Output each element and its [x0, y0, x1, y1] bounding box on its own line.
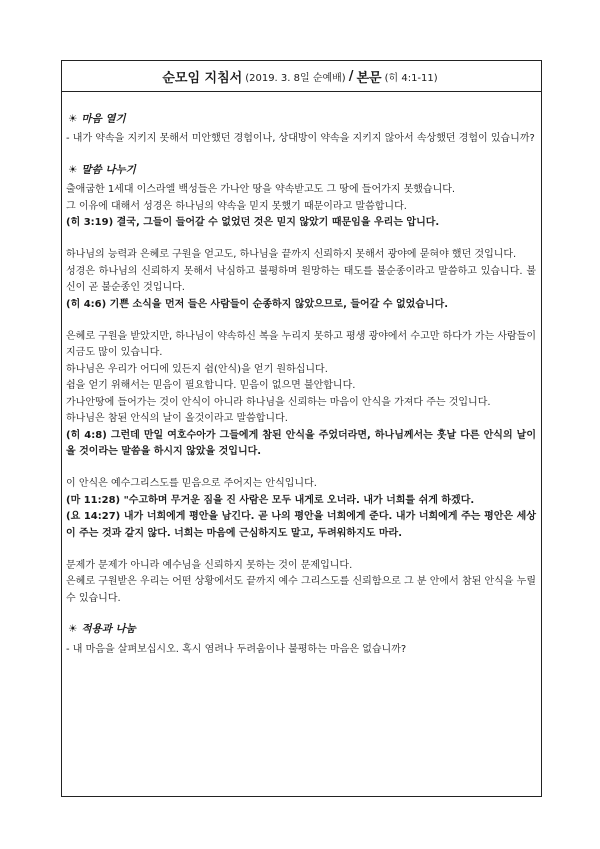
section-heading-share-word: ☀ 말씀 나누기: [68, 163, 136, 176]
bible-verse: (히 4:8) 그런데 만일 여호수아가 그들에게 참된 안식을 주었더라면, 하나님께서는 훗날 다른 안식의 날이 올 것이라는 말씀을 하시지 않았을 것입니다.: [66, 429, 536, 457]
paragraph: 가나안땅에 들어가는 것이 안식이 아니라 하나님을 신뢰하는 마음이 안식을 가져다 주는 것입니다.: [66, 396, 491, 408]
section-heading-open-heart: ☀ 마음 열기: [68, 113, 126, 125]
paragraph: - 내 마음을 살펴보십시오. 혹시 염려나 두려움이나 불평하는 마음은 없습니까?: [66, 643, 407, 655]
sun-icon: ☀: [68, 113, 78, 125]
section-heading-apply-share: ☀ 적용과 나눔: [68, 623, 136, 636]
title-separator: /: [348, 68, 354, 84]
spacer: [66, 542, 536, 558]
document-title: [62, 61, 541, 92]
bible-verse: (히 4:6) 기쁜 소식을 먼저 들은 사람들이 순종하지 않았으므로, 들어갈 수 없었습니다.: [66, 298, 449, 310]
bible-verse: (히 3:19) 결국, 그들이 들어갈 수 없었던 것은 믿지 않았기 때문임을 우리는 압니다.: [66, 217, 440, 229]
paragraph: 이 안식은 예수그리스도를 믿음으로 주어지는 안식입니다.: [66, 478, 317, 490]
title-text-label: 본문: [356, 70, 382, 86]
paragraph: 문제가 문제가 아니라 예수님을 신뢰하지 못하는 것이 문제입니다.: [66, 559, 353, 571]
sun-icon: ☀: [68, 623, 78, 636]
paragraph: 은혜로 구원받은 우리는 어떤 상황에서도 끝까지 예수 그리스도를 신뢰함으로 그 분 안에서 참된 안식을 누릴 수 있습니다.: [66, 576, 536, 604]
paragraph: 그 이유에 대해서 성경은 하나님의 약속을 믿지 못했기 때문이라고 말씀합니다.: [66, 200, 407, 212]
title-main: 순모임 지침서: [162, 70, 243, 86]
document-page: [61, 60, 542, 797]
paragraph: 출애굽한 1세대 이스라엘 백성들은 가나안 땅을 약속받고도 그 땅에 들어가지 못했습니다.: [66, 184, 456, 196]
sun-icon: ☀: [68, 163, 78, 176]
paragraph: 하나님은 우리가 어디에 있든지 쉼(안식)을 얻기 원하십니다.: [66, 363, 328, 375]
paragraph: - 내가 약속을 지키지 못해서 미안했던 경험이나, 상대방이 약속을 지키지 않아서 속상했던 경험이 있습니까?: [66, 133, 535, 145]
paragraph: 하나님은 참된 안식의 날이 올것이라고 말씀합니다.: [66, 413, 288, 425]
title-date: (2019. 3. 8일 순예배): [245, 72, 346, 84]
spacer: [66, 231, 536, 247]
spacer: [66, 313, 536, 329]
paragraph: 하나님의 능력과 은혜로 구원을 얻고도, 하나님을 끝까지 신뢰하지 못해서 광야에 묻혀야 했던 것입니다.: [66, 249, 517, 261]
paragraph: 은혜로 구원을 받았지만, 하나님이 약속하신 복을 누리지 못하고 평생 광야에서 수고만 하다가 가는 사람들이 지금도 많이 있습니다.: [66, 331, 536, 359]
document-body: [66, 101, 536, 658]
bible-verse: (마 11:28) "수고하며 무거운 짐을 진 사람은 모두 내게로 오너라. 내가 너희를 쉬게 하겠다.: [66, 494, 475, 506]
bible-verse: (요 14:27) 내가 너희에게 평안을 남긴다. 곧 나의 평안을 너희에게 준다. 내가 너희에게 주는 평안은 세상이 주는 것과 같지 않다. 너희는 마음에 근심하지도 말고, 두려워하지도 마라.: [66, 511, 536, 539]
paragraph: 쉼을 얻기 위해서는 믿음이 필요합니다. 믿음이 없으면 불안합니다.: [66, 380, 356, 392]
title-scripture-ref: (히 4:1-11): [384, 72, 438, 84]
spacer: [66, 460, 536, 476]
paragraph: 성경은 하나님의 신뢰하지 못해서 낙심하고 불평하며 원망하는 태도를 불순종이라고 말씀하고 있습니다. 불신이 곧 불순종인 것입니다.: [66, 265, 536, 294]
